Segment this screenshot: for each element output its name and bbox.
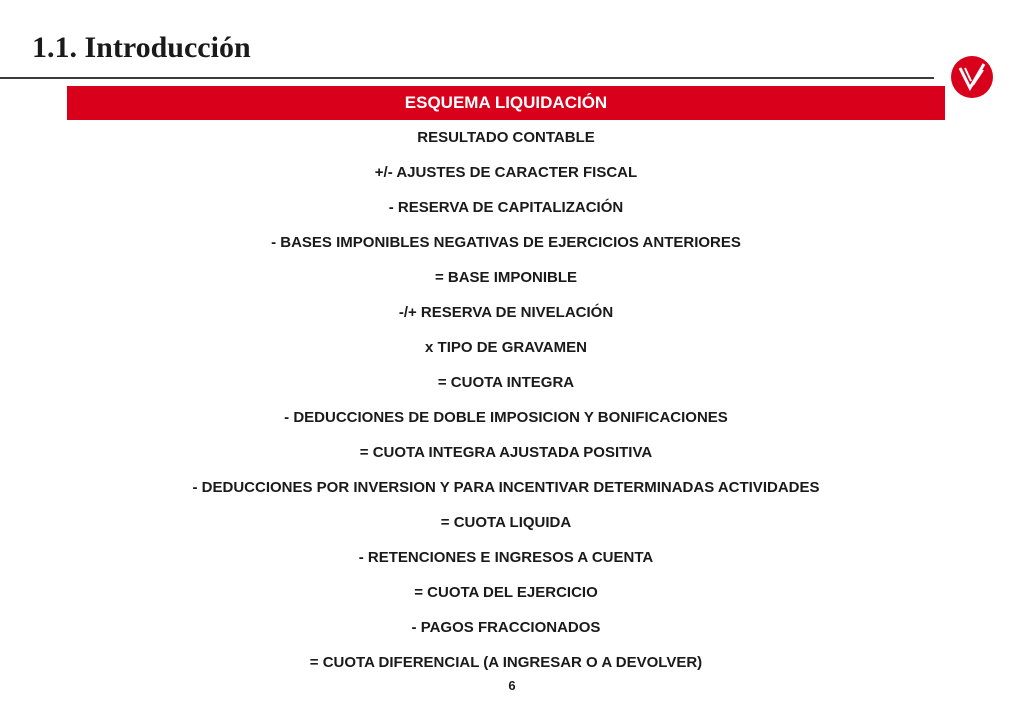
list-item: = BASE IMPONIBLE — [434, 269, 578, 286]
list-item: = CUOTA DEL EJERCICIO — [414, 584, 598, 601]
title-divider — [0, 77, 934, 79]
banner-label: ESQUEMA LIQUIDACIÓN — [404, 93, 608, 112]
list-item: - DEDUCCIONES DE DOBLE IMPOSICION Y BONIFICACIONES — [284, 409, 728, 426]
v-logo-icon — [950, 55, 994, 99]
section-banner — [67, 86, 945, 120]
list-item: = CUOTA DIFERENCIAL (A INGRESAR O A DEVOLVER) — [309, 654, 703, 671]
list-item: - RETENCIONES E INGRESOS A CUENTA — [358, 549, 654, 566]
list-item: - DEDUCCIONES POR INVERSION Y PARA INCENTIVAR DETERMINADAS ACTIVIDADES — [192, 479, 820, 496]
list-item: x TIPO DE GRAVAMEN — [425, 339, 587, 356]
list-item: - RESERVA DE CAPITALIZACIÓN — [388, 199, 624, 216]
page-number: 6 — [508, 678, 516, 693]
list-item: - PAGOS FRACCIONADOS — [411, 619, 601, 636]
slide-title: 1.1. Introducción — [32, 31, 251, 64]
liquidation-steps-list — [67, 120, 945, 680]
list-item: = CUOTA INTEGRA AJUSTADA POSITIVA — [359, 444, 653, 461]
list-item: - BASES IMPONIBLES NEGATIVAS DE EJERCICIOS ANTERIORES — [271, 234, 741, 251]
list-item: -/+ RESERVA DE NIVELACIÓN — [398, 304, 614, 321]
list-item: = CUOTA INTEGRA — [437, 374, 575, 391]
list-item: +/- AJUSTES DE CARACTER FISCAL — [374, 164, 638, 181]
list-item: = CUOTA LIQUIDA — [440, 514, 572, 531]
list-item: RESULTADO CONTABLE — [417, 129, 595, 146]
